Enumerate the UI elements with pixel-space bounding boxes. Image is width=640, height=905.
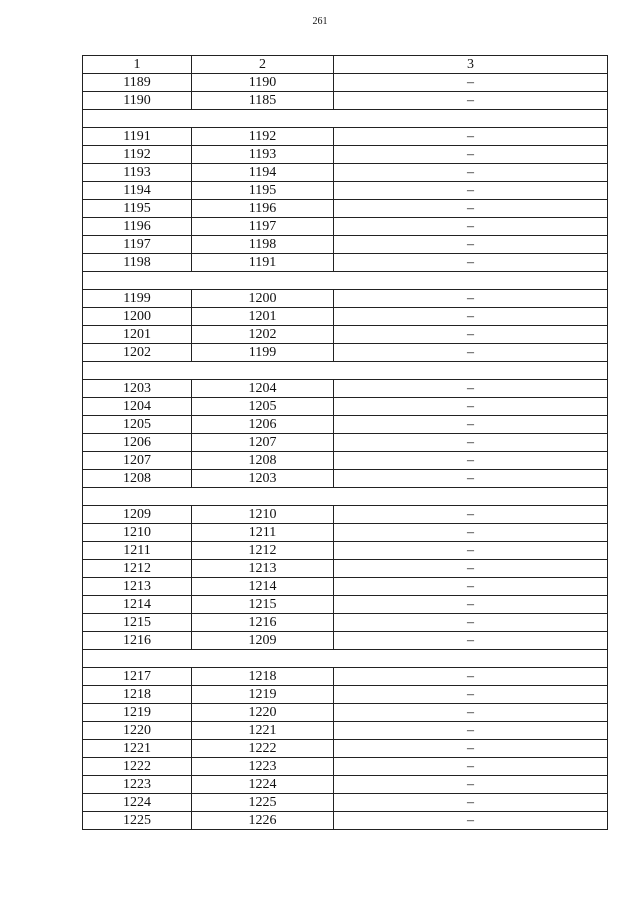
table-row: [83, 326, 608, 344]
table-cell-col-2: 1199: [192, 344, 334, 362]
table-cell-col-3: –: [334, 308, 608, 326]
table-cell-col-3: –: [334, 506, 608, 524]
table-row: [83, 758, 608, 776]
column-header-3: 3: [334, 56, 608, 74]
table-cell-col-1: 1193: [83, 164, 192, 182]
table-cell-col-1: 1204: [83, 398, 192, 416]
table-cell-col-3: –: [334, 578, 608, 596]
table-cell-col-1: 1202: [83, 344, 192, 362]
table-cell-col-2: 1203: [192, 470, 334, 488]
table-cell-col-2: 1204: [192, 380, 334, 398]
table-cell-col-2: 1211: [192, 524, 334, 542]
table-cell-col-1: 1199: [83, 290, 192, 308]
header-row: [83, 56, 608, 74]
table-cell-col-3: –: [334, 326, 608, 344]
table-cell-col-3: –: [334, 596, 608, 614]
group-separator-row: [83, 362, 608, 380]
table-cell-col-2: 1226: [192, 812, 334, 830]
group-separator-cell: [83, 272, 608, 290]
table-cell-col-3: –: [334, 416, 608, 434]
group-separator-row: [83, 110, 608, 128]
table-row: [83, 164, 608, 182]
table-cell-col-1: 1201: [83, 326, 192, 344]
table-row: [83, 614, 608, 632]
table-row: [83, 704, 608, 722]
table-row: [83, 596, 608, 614]
table-cell-col-1: 1212: [83, 560, 192, 578]
group-separator-row: [83, 272, 608, 290]
table-cell-col-3: –: [334, 236, 608, 254]
table-cell-col-2: 1223: [192, 758, 334, 776]
table-cell-col-3: –: [334, 560, 608, 578]
table-row: [83, 560, 608, 578]
table-row: [83, 290, 608, 308]
table-row: [83, 380, 608, 398]
table-cell-col-1: 1194: [83, 182, 192, 200]
table-cell-col-3: –: [334, 668, 608, 686]
table-cell-col-3: –: [334, 398, 608, 416]
group-separator-cell: [83, 362, 608, 380]
table-row: [83, 200, 608, 218]
table-cell-col-3: –: [334, 632, 608, 650]
table-cell-col-2: 1197: [192, 218, 334, 236]
table-cell-col-3: –: [334, 146, 608, 164]
table-cell-col-3: –: [334, 740, 608, 758]
table-cell-col-1: 1217: [83, 668, 192, 686]
table-row: [83, 182, 608, 200]
table-cell-col-3: –: [334, 164, 608, 182]
table-row: [83, 668, 608, 686]
table-cell-col-3: –: [334, 542, 608, 560]
table-cell-col-2: 1195: [192, 182, 334, 200]
table-cell-col-2: 1215: [192, 596, 334, 614]
table-body: [83, 74, 608, 830]
table-cell-col-1: 1192: [83, 146, 192, 164]
table-cell-col-3: –: [334, 452, 608, 470]
table-cell-col-3: –: [334, 182, 608, 200]
table-cell-col-1: 1215: [83, 614, 192, 632]
table-cell-col-2: 1218: [192, 668, 334, 686]
table-cell-col-3: –: [334, 380, 608, 398]
group-separator-cell: [83, 110, 608, 128]
table-row: [83, 344, 608, 362]
table-cell-col-1: 1218: [83, 686, 192, 704]
table-row: [83, 254, 608, 272]
table-row: [83, 578, 608, 596]
table-cell-col-1: 1207: [83, 452, 192, 470]
table-row: [83, 542, 608, 560]
table-cell-col-3: –: [334, 758, 608, 776]
column-header-2: 2: [192, 56, 334, 74]
group-separator-cell: [83, 650, 608, 668]
table-row: [83, 686, 608, 704]
table-cell-col-3: –: [334, 218, 608, 236]
table-row: [83, 236, 608, 254]
table-cell-col-1: 1197: [83, 236, 192, 254]
table-row: [83, 470, 608, 488]
table-cell-col-3: –: [334, 524, 608, 542]
table-cell-col-3: –: [334, 74, 608, 92]
table-cell-col-3: –: [334, 704, 608, 722]
table-cell-col-3: –: [334, 776, 608, 794]
table-cell-col-2: 1224: [192, 776, 334, 794]
table-cell-col-1: 1195: [83, 200, 192, 218]
table-cell-col-2: 1213: [192, 560, 334, 578]
table-row: [83, 452, 608, 470]
table-row: [83, 722, 608, 740]
table-cell-col-3: –: [334, 794, 608, 812]
table-cell-col-1: 1205: [83, 416, 192, 434]
table-cell-col-2: 1210: [192, 506, 334, 524]
table-row: [83, 146, 608, 164]
table-row: [83, 92, 608, 110]
table-cell-col-1: 1210: [83, 524, 192, 542]
table-cell-col-1: 1221: [83, 740, 192, 758]
table-row: [83, 308, 608, 326]
column-header-1: 1: [83, 56, 192, 74]
table-row: [83, 812, 608, 830]
table-cell-col-3: –: [334, 128, 608, 146]
table-cell-col-1: 1214: [83, 596, 192, 614]
table-row: [83, 74, 608, 92]
table-cell-col-2: 1206: [192, 416, 334, 434]
group-separator-row: [83, 488, 608, 506]
table-cell-col-2: 1185: [192, 92, 334, 110]
table-row: [83, 794, 608, 812]
table-cell-col-2: 1198: [192, 236, 334, 254]
table-row: [83, 128, 608, 146]
table-cell-col-2: 1201: [192, 308, 334, 326]
table-cell-col-2: 1209: [192, 632, 334, 650]
table-cell-col-2: 1202: [192, 326, 334, 344]
page-number: 261: [312, 16, 328, 27]
table-cell-col-1: 1191: [83, 128, 192, 146]
table-cell-col-2: 1207: [192, 434, 334, 452]
table-cell-col-2: 1205: [192, 398, 334, 416]
table-cell-col-3: –: [334, 434, 608, 452]
table-cell-col-1: 1209: [83, 506, 192, 524]
data-table: [82, 55, 608, 830]
table-cell-col-3: –: [334, 614, 608, 632]
table-cell-col-3: –: [334, 812, 608, 830]
table-cell-col-1: 1196: [83, 218, 192, 236]
table-cell-col-2: 1190: [192, 74, 334, 92]
table-cell-col-1: 1223: [83, 776, 192, 794]
table-cell-col-1: 1224: [83, 794, 192, 812]
table-row: [83, 776, 608, 794]
table-cell-col-2: 1225: [192, 794, 334, 812]
table-row: [83, 632, 608, 650]
table-cell-col-1: 1208: [83, 470, 192, 488]
table-cell-col-2: 1216: [192, 614, 334, 632]
table-row: [83, 218, 608, 236]
table-row: [83, 506, 608, 524]
table-cell-col-2: 1208: [192, 452, 334, 470]
table-cell-col-1: 1190: [83, 92, 192, 110]
table-row: [83, 524, 608, 542]
group-separator-cell: [83, 488, 608, 506]
table-cell-col-2: 1192: [192, 128, 334, 146]
table-cell-col-1: 1213: [83, 578, 192, 596]
table-cell-col-3: –: [334, 686, 608, 704]
table-cell-col-1: 1219: [83, 704, 192, 722]
table-cell-col-2: 1214: [192, 578, 334, 596]
table-cell-col-1: 1216: [83, 632, 192, 650]
table-cell-col-3: –: [334, 722, 608, 740]
table-cell-col-2: 1222: [192, 740, 334, 758]
table-cell-col-2: 1219: [192, 686, 334, 704]
table-cell-col-1: 1189: [83, 74, 192, 92]
table-header: [83, 56, 608, 74]
table-cell-col-2: 1220: [192, 704, 334, 722]
table-cell-col-2: 1191: [192, 254, 334, 272]
table-cell-col-2: 1194: [192, 164, 334, 182]
table-cell-col-3: –: [334, 92, 608, 110]
table-cell-col-1: 1198: [83, 254, 192, 272]
table-row: [83, 416, 608, 434]
table-cell-col-2: 1200: [192, 290, 334, 308]
table-row: [83, 740, 608, 758]
table-cell-col-1: 1203: [83, 380, 192, 398]
table-cell-col-1: 1206: [83, 434, 192, 452]
table-cell-col-1: 1225: [83, 812, 192, 830]
table-cell-col-2: 1196: [192, 200, 334, 218]
table-cell-col-3: –: [334, 290, 608, 308]
table-cell-col-1: 1222: [83, 758, 192, 776]
group-separator-row: [83, 650, 608, 668]
table-cell-col-1: 1220: [83, 722, 192, 740]
table-cell-col-1: 1200: [83, 308, 192, 326]
table-cell-col-2: 1221: [192, 722, 334, 740]
table-cell-col-1: 1211: [83, 542, 192, 560]
table-cell-col-3: –: [334, 470, 608, 488]
table-cell-col-3: –: [334, 344, 608, 362]
table-cell-col-3: –: [334, 254, 608, 272]
table-row: [83, 398, 608, 416]
table-cell-col-3: –: [334, 200, 608, 218]
table-cell-col-2: 1193: [192, 146, 334, 164]
table-row: [83, 434, 608, 452]
table-cell-col-2: 1212: [192, 542, 334, 560]
